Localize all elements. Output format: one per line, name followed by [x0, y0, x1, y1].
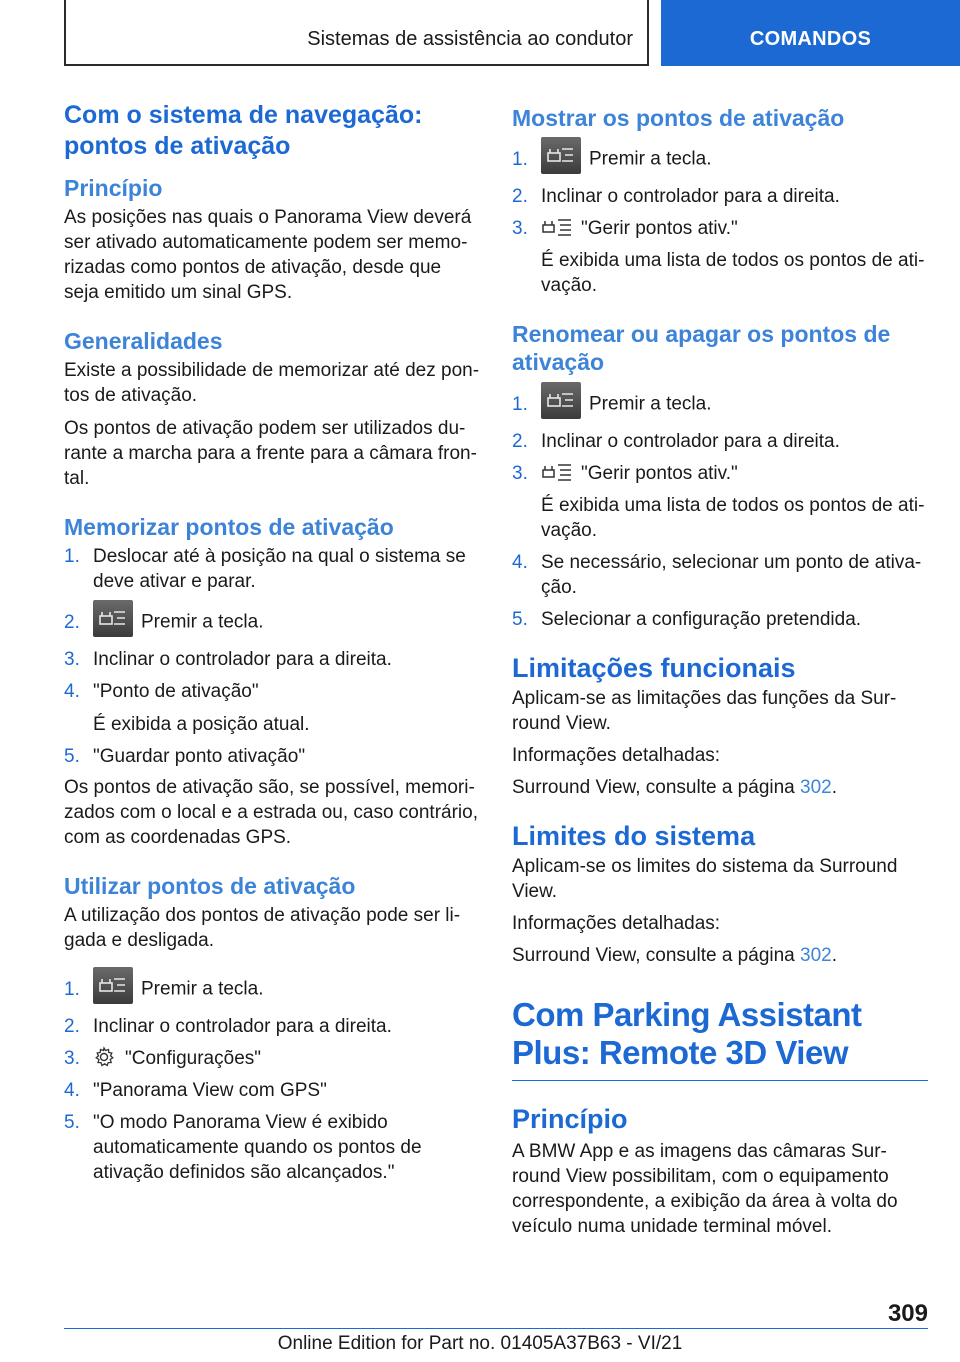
heading-rename: Renomear ou apagar os pontos de ativação — [512, 321, 891, 375]
section-title: Sistemas de assistência ao condutor — [307, 28, 633, 50]
camera-list-icon — [541, 461, 573, 483]
heading-general: Generalidades — [64, 328, 223, 354]
text-reference-2: Surround View, consulte a página 302. — [512, 945, 837, 966]
list-item: 5. "Guardar ponto ativação" — [64, 746, 306, 767]
text-details-1: Informações detalhadas: — [512, 745, 721, 766]
list-item: 4. Se necessário, selecionar um ponto de ativa-ção. — [512, 552, 922, 598]
list-item: 2. Inclinar o controlador para a direita. — [512, 186, 840, 207]
heading-limits-system: Limites do sistema — [512, 821, 756, 851]
list-item: 5. "O modo Panorama View é exibido automaticamente quando os pontos de ativação definidos são alcançados." — [64, 1112, 422, 1183]
list-item: 3. "Gerir pontos ativ." — [512, 216, 928, 241]
list-item: 1. Premir a tecla. — [512, 386, 928, 423]
gear-icon — [93, 1046, 117, 1068]
heading-memorize: Memorizar pontos de ativação — [64, 514, 394, 540]
memorize-step-4-note: É exibida a posição atual. — [93, 714, 310, 735]
text-general-2: Os pontos de ativação podem ser utilizados du-rante a marcha para a frente para a câmara fron-tal. — [64, 418, 477, 489]
left-column — [64, 100, 480, 1185]
camera-button-icon — [93, 600, 133, 637]
list-item: 4. "Panorama View com GPS" — [64, 1080, 327, 1101]
heading-limits-functional: Limitações funcionais — [512, 653, 796, 683]
chapter-title: COMANDOS — [749, 28, 872, 50]
list-item: 2. Premir a tecla. — [64, 604, 480, 641]
text-use: A utilização dos pontos de ativação pode ser li-gada e desligada. — [64, 905, 461, 951]
section-box — [64, 0, 649, 66]
chapter-tab — [661, 0, 960, 66]
text-memorize-after: Os pontos de ativação são, se possível, memori-zados com o local e a estrada ou, caso contrário, com as coordenadas GPS. — [64, 777, 479, 848]
list-item: 1. Premir a tecla. — [512, 141, 928, 178]
page-number: 309 — [887, 1300, 928, 1327]
camera-button-icon — [93, 967, 133, 1004]
rename-step-3-note: É exibida uma lista de todos os pontos de ati-vação. — [541, 495, 925, 541]
list-item: 3. "Gerir pontos ativ." — [512, 461, 928, 486]
list-item: 2. Inclinar o controlador para a direita. — [512, 431, 840, 452]
section-divider — [512, 1080, 928, 1081]
heading-show: Mostrar os pontos de ativação — [512, 105, 845, 131]
heading-principle-2: Princípio — [512, 1104, 628, 1134]
list-item: 5. Selecionar a configuração pretendida. — [512, 609, 862, 630]
heading-navigation: Com o sistema de navegação: pontos de ativação — [64, 101, 423, 160]
list-item: 3. "Configurações" — [64, 1046, 480, 1071]
list-item: 4. "Ponto de ativação" — [64, 681, 259, 702]
rename-steps — [512, 386, 928, 486]
text-limits-functional: Aplicam-se as limitações das funções da Sur-round View. — [512, 688, 897, 734]
heading-use: Utilizar pontos de ativação — [64, 873, 356, 899]
page-header — [0, 0, 960, 66]
text-principle-2: A BMW App e as imagens das câmaras Sur-round View possibilitam, com o equipamento correspondente, a exibição da área à volta do veículo numa unidade terminal móvel. — [512, 1141, 898, 1237]
footer-divider — [64, 1328, 928, 1329]
list-item: 3. Inclinar o controlador para a direita. — [64, 649, 392, 670]
heading-parking-assistant: Com Parking Assistant Plus: Remote 3D View — [512, 996, 862, 1071]
show-steps — [512, 141, 928, 241]
list-item: 2. Inclinar o controlador para a direita. — [64, 1016, 392, 1037]
right-column — [512, 100, 928, 1239]
list-item: 1. Premir a tecla. — [64, 971, 480, 1008]
edition-text: Online Edition for Part no. 01405A37B63 - VI/21 — [277, 1333, 683, 1354]
text-principle: As posições nas quais o Panorama View deverá ser ativado automaticamente podem ser memo-rizadas como pontos de ativação, desde que seja emitido um sinal GPS. — [64, 207, 472, 303]
show-step-3-note: É exibida uma lista de todos os pontos de ati-vação. — [541, 250, 925, 296]
list-item: 1. Deslocar até à posição na qual o sistema se deve ativar e parar. — [64, 546, 466, 592]
camera-list-icon — [541, 216, 573, 238]
camera-button-icon — [541, 137, 581, 174]
page-link[interactable]: 302 — [800, 945, 832, 966]
heading-principle: Princípio — [64, 175, 163, 201]
page-link[interactable]: 302 — [800, 777, 832, 798]
memorize-steps — [64, 544, 480, 704]
text-details-2: Informações detalhadas: — [512, 913, 721, 934]
text-general-1: Existe a possibilidade de memorizar até dez pon-tos de ativação. — [64, 360, 480, 406]
text-limits-system: Aplicam-se os limites do sistema da Surround View. — [512, 856, 898, 902]
use-steps — [64, 971, 480, 1185]
text-reference-1: Surround View, consulte a página 302. — [512, 777, 837, 798]
camera-button-icon — [541, 382, 581, 419]
